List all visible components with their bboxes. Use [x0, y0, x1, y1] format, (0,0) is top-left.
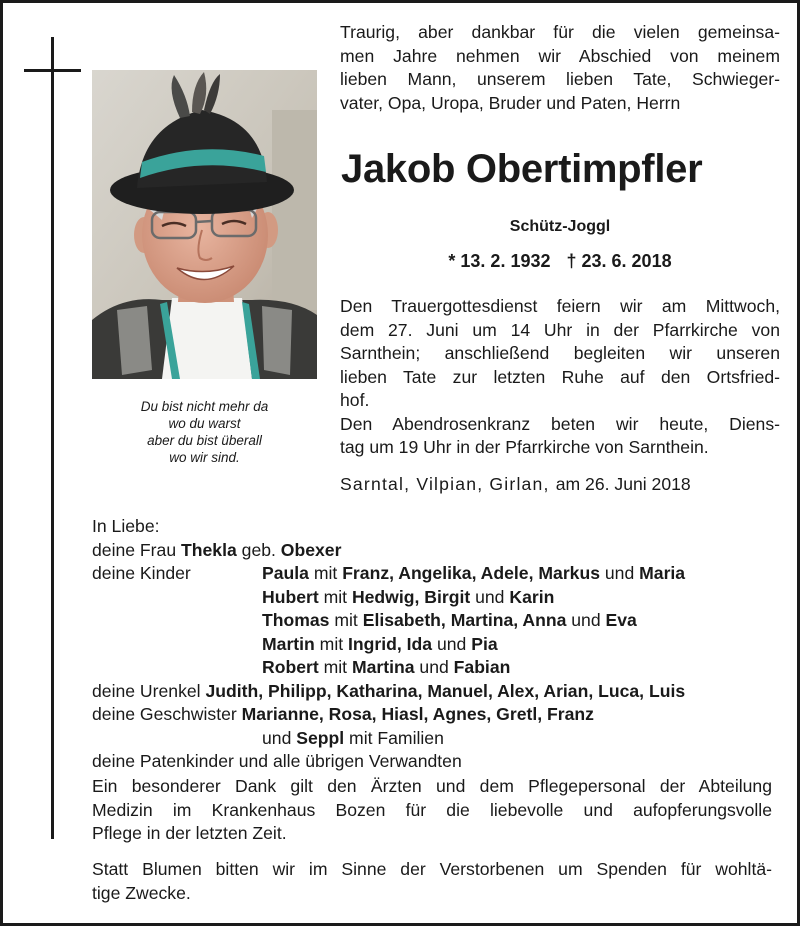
- child-name: Martin: [262, 633, 315, 654]
- family-child-row: [92, 656, 685, 680]
- quote-line: wo wir sind.: [169, 450, 240, 465]
- quote-line: Du bist nicht mehr da: [140, 399, 269, 414]
- quote-line: aber du bist überall: [147, 433, 262, 448]
- wife-maiden-name: Obexer: [280, 539, 342, 560]
- child-entry: [262, 562, 685, 586]
- child-name: Paula: [262, 563, 309, 583]
- mit-word: mit: [323, 586, 348, 607]
- intro-line: vater, Opa, Uropa, Bruder und Paten, Herrn: [340, 92, 681, 113]
- thanks-paragraph: [92, 775, 772, 846]
- family-child-row: [92, 633, 685, 657]
- cross-horizontal-bar: [24, 69, 81, 72]
- quote-line: wo du warst: [168, 416, 241, 431]
- flowers-line: Statt Blumen bitten wir im Sinne der Verstorbenen um Spenden für wohltä-: [92, 859, 772, 879]
- death-date: † 23. 6. 2018: [566, 251, 672, 271]
- deceased-name: Jakob Obertimpfler: [341, 147, 703, 191]
- portrait-photo: [92, 70, 317, 379]
- thanks-line: Medizin im Krankenhaus Bozen für die liebevolle und aufopferungsvolle: [92, 799, 772, 820]
- child-family: Franz, Angelika, Adele, Markus: [342, 563, 600, 583]
- child-entry: [262, 656, 510, 680]
- service-line: dem 27. Juni um 14 Uhr in der Pfarrkirche von: [340, 319, 780, 340]
- thanks-line: Ein besonderer Dank gilt den Ärzten und dem Pflegepersonal der Abteilung: [92, 776, 772, 796]
- deceased-nickname: Schütz-Joggl: [509, 218, 611, 235]
- great-grandchildren-label: deine Urenkel: [92, 680, 201, 701]
- child-family: Ingrid, Ida: [348, 633, 433, 654]
- birth-date: * 13. 2. 1932: [448, 251, 551, 271]
- child-family: Martina: [351, 657, 415, 677]
- place-and-date: [340, 474, 691, 495]
- family-child-row: [92, 562, 685, 586]
- sibling-last-name: Seppl: [296, 727, 345, 748]
- und-word: und: [436, 633, 467, 654]
- life-dates: [340, 251, 780, 272]
- child-family: Elisabeth, Martina, Anna: [362, 610, 567, 630]
- child-family: Hedwig, Birgit: [351, 586, 471, 607]
- intro-paragraph: [340, 21, 780, 115]
- intro-line: Traurig, aber dankbar für die vielen gemeinsa-: [340, 22, 780, 42]
- great-grandchildren-names: Judith, Philipp, Katharina, Manuel, Alex, Arian, Luca, Luis: [205, 680, 686, 701]
- siblings-label: deine Geschwister: [92, 704, 237, 724]
- siblings-suffix: mit Familien: [349, 727, 444, 748]
- family-siblings: [92, 703, 685, 727]
- und-word: und: [419, 657, 449, 677]
- children-label: deine Kinder: [92, 563, 191, 583]
- child-family-last: Eva: [605, 610, 637, 630]
- intro-line: men Jahre nehmen wir Abschied von meinem: [340, 45, 780, 66]
- wife-prefix: deine Frau: [92, 539, 177, 560]
- place-locations: Sarntal, Vilpian, Girlan,: [340, 474, 550, 494]
- mit-word: mit: [334, 610, 358, 630]
- family-great-grandchildren: [92, 680, 685, 704]
- family-list: [92, 515, 685, 774]
- family-godchildren: deine Patenkinder und alle übrigen Verwandten: [92, 751, 462, 771]
- child-name: Thomas: [262, 610, 330, 630]
- service-line: Sarnthein; anschließend begleiten wir unseren: [340, 343, 780, 363]
- siblings-names: Marianne, Rosa, Hiasl, Agnes, Gretl, Franz: [241, 704, 594, 724]
- service-line: lieben Tate zur letzten Ruhe auf den Ortsfried-: [340, 366, 780, 387]
- mit-word: mit: [313, 563, 338, 583]
- child-entry: [262, 633, 498, 657]
- child-entry: [262, 609, 637, 633]
- wife-geb: geb.: [241, 539, 276, 560]
- child-family-last: Fabian: [453, 657, 511, 677]
- family-wife: [92, 539, 685, 563]
- mit-word: mit: [319, 633, 344, 654]
- und-word: und: [262, 727, 292, 748]
- child-name: Robert: [262, 657, 319, 677]
- family-child-row: [92, 609, 685, 633]
- flowers-line: tige Zwecke.: [92, 882, 191, 903]
- und-word: und: [475, 586, 505, 607]
- wife-name: Thekla: [181, 539, 237, 560]
- child-family-last: Maria: [639, 563, 686, 583]
- family-siblings-cont: [92, 727, 685, 751]
- service-line: tag um 19 Uhr in der Pfarrkirche von Sarnthein.: [340, 437, 709, 457]
- service-line: Den Abendrosenkranz beten wir heute, Diens-: [340, 413, 780, 434]
- flowers-paragraph: [92, 858, 772, 905]
- child-family-last: Pia: [471, 633, 498, 654]
- und-word: und: [571, 610, 601, 630]
- intro-line: lieben Mann, unserem lieben Tate, Schwieger-: [340, 69, 780, 89]
- siblings-continuation: [262, 727, 444, 751]
- cross-vertical-bar: [51, 37, 54, 839]
- notice-date: am 26. Juni 2018: [555, 474, 691, 494]
- und-word: und: [604, 563, 635, 583]
- child-entry: [262, 586, 554, 610]
- service-line: hof.: [340, 390, 370, 410]
- child-name: Hubert: [262, 586, 319, 607]
- family-child-row: [92, 586, 685, 610]
- mit-word: mit: [323, 657, 348, 677]
- service-line: Den Trauergottesdienst feiern wir am Mittwoch,: [340, 296, 780, 316]
- child-family-last: Karin: [509, 586, 555, 607]
- thanks-line: Pflege in der letzten Zeit.: [92, 823, 287, 843]
- family-heading: In Liebe:: [92, 516, 160, 536]
- memorial-quote: [92, 398, 317, 466]
- service-paragraph: [340, 295, 780, 460]
